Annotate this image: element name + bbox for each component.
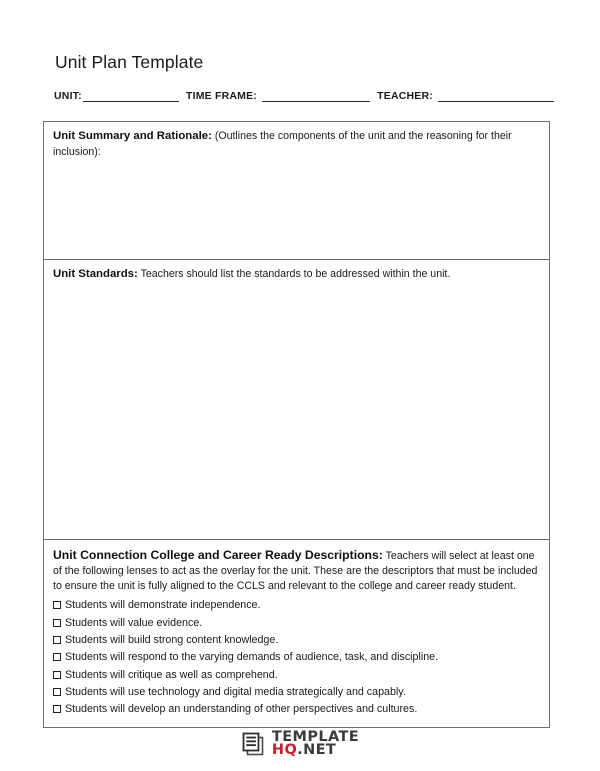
- section-ccr-heading: Unit Connection College and Career Ready Descriptions:: [53, 548, 383, 562]
- teacher-field[interactable]: [377, 90, 554, 102]
- list-item-label: Students will develop an understanding of other perspectives and cultures.: [65, 703, 418, 716]
- logo-hq-text: HQ: [271, 742, 298, 759]
- unit-field[interactable]: [54, 90, 179, 102]
- section-unit-standards-heading: Unit Standards:: [53, 268, 138, 280]
- list-item[interactable]: [53, 667, 540, 684]
- unit-input-rule[interactable]: [83, 90, 179, 102]
- documents-stack-icon: [241, 731, 267, 757]
- footer-watermark: [0, 731, 600, 758]
- checkbox-icon[interactable]: [53, 619, 61, 627]
- logo-net-text: .NET: [297, 742, 337, 759]
- section-ccr-prompt: [53, 547, 540, 593]
- list-item[interactable]: [53, 597, 540, 614]
- list-item[interactable]: [53, 684, 540, 701]
- section-unit-standards-description: Teachers should list the standards to be addressed within the unit.: [137, 268, 451, 280]
- logo-wordmark: [272, 731, 359, 758]
- page-title: Unit Plan Template: [55, 52, 204, 72]
- list-item-label: Students will demonstrate independence.: [65, 599, 261, 612]
- section-ccr-descriptions[interactable]: [44, 539, 549, 727]
- checkbox-icon[interactable]: [53, 671, 61, 679]
- teacher-input-rule[interactable]: [438, 90, 554, 102]
- time-frame-label: TIME FRAME:: [185, 90, 257, 102]
- checkbox-icon[interactable]: [53, 653, 61, 661]
- document-meta-row: [54, 90, 554, 102]
- list-item-label: Students will respond to the varying demands of audience, task, and discipline.: [65, 651, 439, 664]
- list-item[interactable]: [53, 615, 540, 632]
- list-item-label: Students will use technology and digital media strategically and capably.: [65, 686, 406, 698]
- ccr-checklist: [53, 597, 540, 718]
- section-unit-summary-heading: Unit Summary and Rationale:: [53, 130, 212, 142]
- logo-template-text: TEMPLATE: [271, 729, 360, 745]
- list-item-label: Students will critique as well as comprehend.: [65, 668, 278, 681]
- checkbox-icon[interactable]: [53, 636, 61, 644]
- time-frame-field[interactable]: [186, 90, 370, 102]
- section-ccr-description: Teachers will select at least one of the following lenses to act as the overlay for the unit. These are the descriptors that must be included to ensure the unit is fully aligned to the CCLS and relevant to the college and career ready student.: [53, 550, 538, 592]
- checkbox-icon[interactable]: [53, 601, 61, 609]
- time-frame-input-rule[interactable]: [262, 90, 370, 102]
- checkbox-icon[interactable]: [53, 688, 61, 696]
- list-item-label: Students will build strong content knowledge.: [65, 634, 279, 647]
- list-item[interactable]: [53, 649, 540, 666]
- section-unit-summary[interactable]: [44, 122, 549, 259]
- unit-label: UNIT:: [54, 90, 82, 102]
- unit-plan-table: [43, 121, 550, 728]
- list-item[interactable]: [53, 701, 540, 718]
- templatehq-logo: [241, 731, 359, 758]
- section-unit-summary-prompt: [53, 129, 540, 160]
- checkbox-icon[interactable]: [53, 705, 61, 713]
- section-unit-summary-description: (Outlines the components of the unit and the reasoning for their inclusion):: [53, 130, 512, 158]
- section-unit-standards[interactable]: [44, 259, 549, 539]
- list-item[interactable]: [53, 632, 540, 649]
- teacher-label: TEACHER:: [377, 90, 433, 102]
- section-unit-standards-prompt: [53, 267, 540, 283]
- list-item-label: Students will value evidence.: [65, 616, 203, 629]
- logo-hq-net-text: [272, 744, 359, 757]
